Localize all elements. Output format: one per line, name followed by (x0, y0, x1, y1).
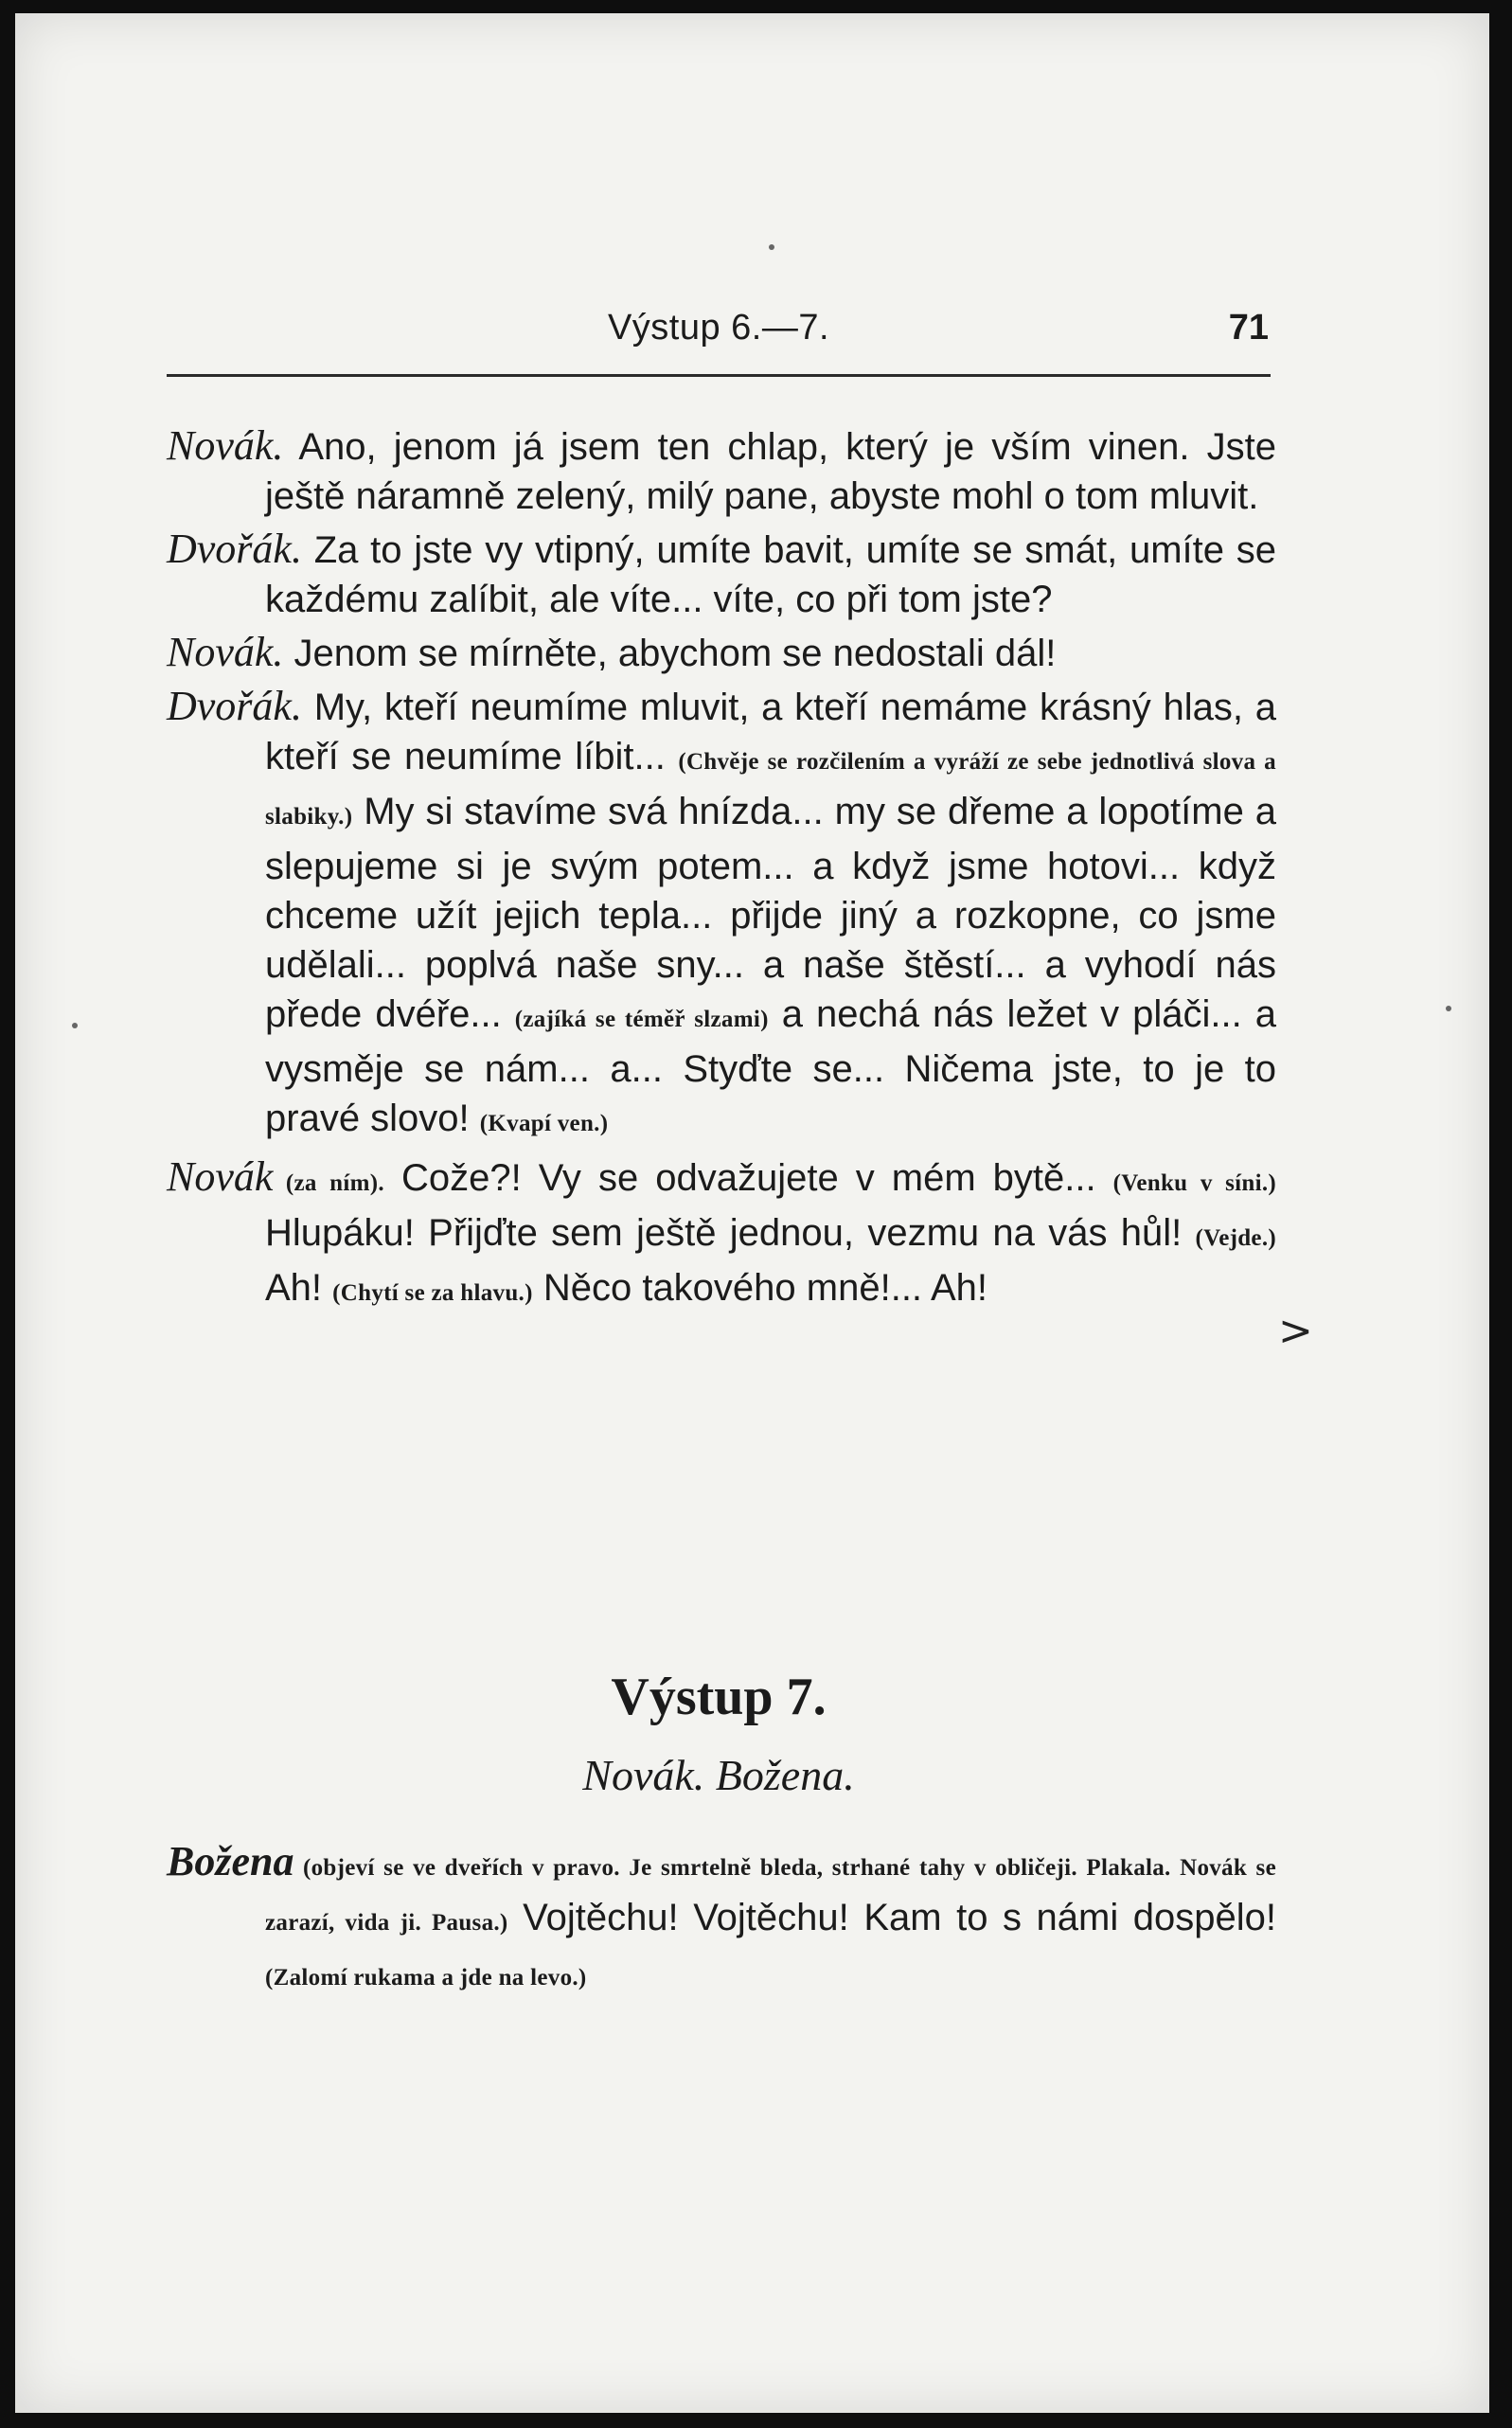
dialogue-text: Ano, jenom já jsem ten chlap, který je vším vinen. Jste ještě náramně zelený, milý pane, abyste mohl o tom mluvit. (265, 426, 1276, 517)
print-speck (769, 244, 774, 250)
dialogue-text: Za to jste vy vtipný, umíte bavit, umíte se smát, umíte se každému zalíbit, ale víte... víte, co při tom jste? (265, 529, 1276, 620)
stage-direction: (za ním). (273, 1170, 384, 1196)
dialogue-section-6 (167, 421, 1276, 1322)
dialogue-paragraph (167, 525, 1276, 624)
dialogue-text: Ah! (265, 1267, 333, 1309)
stage-direction: (Vejde.) (1195, 1225, 1276, 1251)
dialogue-text: Něco takového mně!... Ah! (532, 1267, 987, 1309)
dialogue-section-7 (167, 1837, 1276, 2007)
speaker-name: Novák. (167, 629, 284, 675)
dialogue-paragraph (167, 628, 1276, 678)
stage-direction: (zajíká se téměř slzami) (514, 1007, 769, 1032)
running-head-title: Výstup 6.—7. (607, 308, 830, 348)
dialogue-paragraph (167, 421, 1276, 521)
print-speck (1446, 1006, 1451, 1011)
speaker-name: Novák. (167, 422, 284, 469)
page-number: 71 (1228, 308, 1269, 348)
stage-direction: (Chytí se za hlavu.) (332, 1280, 533, 1306)
dialogue-text: Jenom se mírněte, abychom se nedostali dál! (283, 633, 1057, 674)
dialogue-text: a nechá nás ležet v pláči... a vysměje se nám... a... Styďte se... Ničema jste, to je to pravé slovo! (265, 993, 1276, 1139)
dialogue-paragraph (167, 1152, 1276, 1318)
print-speck (72, 1023, 78, 1028)
dialogue-text: My si stavíme svá hnízda... my se dřeme a lopotíme a slepujeme si je svým potem... a když jsme hotovi... když chceme užít jejich tepla... přijde jiný a rozkopne, co jsme udělali... poplvá naše sny... a naše štěstí... a vyhodí nás přede dvéře... (265, 791, 1276, 1035)
margin-mark: > (1278, 1307, 1313, 1355)
stage-direction: (objeví se ve dveřích v pravo. Je smrtelně bleda, strhané tahy v obličeji. Plakala. Novák se zarazí, vida ji. Pausa.) (265, 1855, 1276, 1936)
dialogue-text: Cože?! Vy se odvažujete v mém bytě... (383, 1157, 1113, 1199)
scene-heading: Výstup 7. (611, 1668, 827, 1726)
dialogue-paragraph (167, 1837, 1276, 2003)
speaker-name: Dvořák. (167, 683, 302, 729)
dialogue-text: Hlupáku! Přijďte sem ještě jednou, vezmu na vás hůl! (265, 1212, 1196, 1254)
speaker-name: Božena (167, 1838, 294, 1884)
dialogue-text: Vojtěchu! Vojtěchu! Kam to s námi dospělo! (507, 1897, 1276, 1938)
speaker-name: Dvořák. (167, 526, 302, 572)
dialogue-paragraph (167, 682, 1276, 1149)
speaker-name: Novák (167, 1153, 274, 1200)
stage-direction: (Kvapí ven.) (479, 1111, 609, 1136)
stage-direction: (Venku v síni.) (1112, 1170, 1276, 1196)
scene-cast: Novák. Božena. (582, 1751, 855, 1799)
stage-direction: (Chvěje se rozčilením a vyráží ze sebe jednotlivá slova a slabiky.) (265, 749, 1276, 830)
stage-direction: (Zalomí rukama a jde na levo.) (265, 1965, 587, 1991)
dialogue-text: My, kteří neumíme mluvit, a kteří nemáme krásný hlas, a kteří se neumíme líbit... (265, 687, 1276, 777)
running-head (167, 308, 1271, 377)
